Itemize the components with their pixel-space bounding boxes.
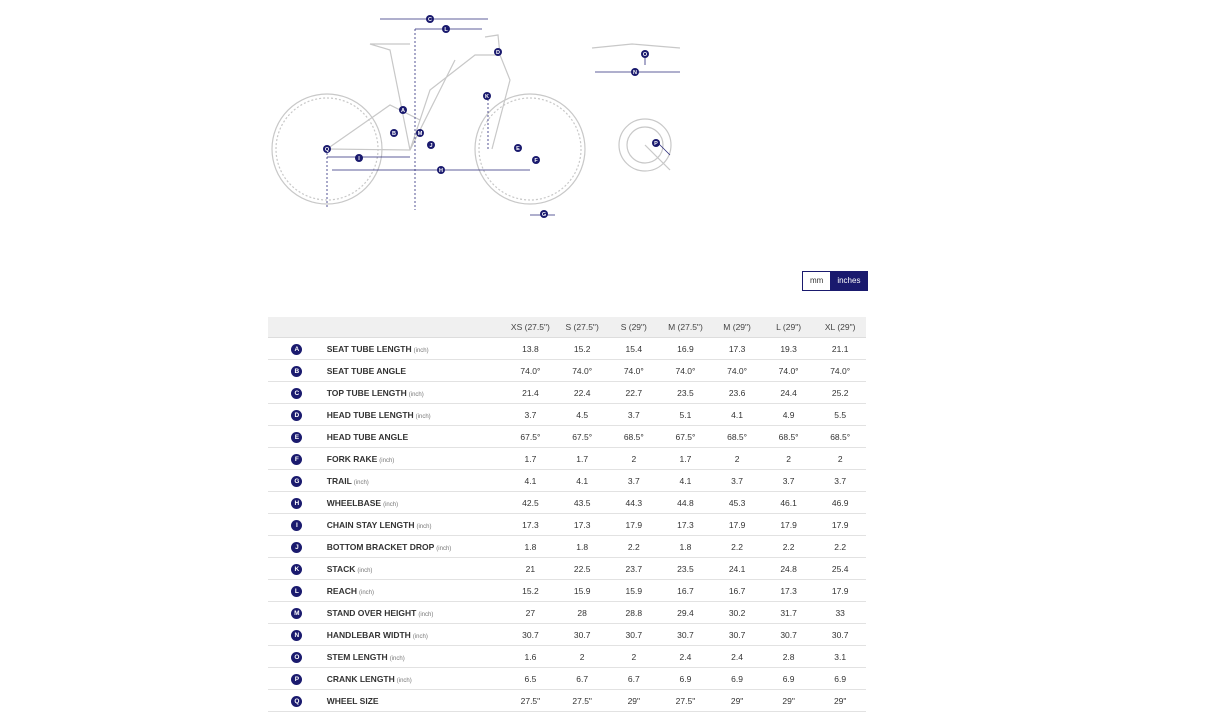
table-cell: 30.7 — [711, 624, 763, 646]
measurement-name-cell — [326, 382, 505, 404]
table-cell: 16.9 — [660, 338, 712, 360]
svg-text:C: C — [428, 17, 432, 23]
header-size: S (29") — [608, 317, 660, 338]
table-row — [268, 360, 866, 382]
row-letter-cell — [268, 426, 326, 448]
table-cell: 30.7 — [814, 624, 866, 646]
table-cell: 4.1 — [556, 470, 608, 492]
measurement-unit: (inch) — [359, 589, 375, 596]
table-cell: 68.5° — [608, 426, 660, 448]
diagram-label-i — [355, 154, 363, 162]
row-letter-cell — [268, 470, 326, 492]
table-row — [268, 690, 866, 712]
table-cell: 3.7 — [608, 404, 660, 426]
table-cell: 2.4 — [660, 646, 712, 668]
table-cell: 16.7 — [711, 580, 763, 602]
table-row — [268, 602, 866, 624]
table-cell: 1.8 — [556, 536, 608, 558]
measurement-unit: (inch) — [408, 391, 424, 398]
row-letter-cell — [268, 448, 326, 470]
row-letter-cell — [268, 338, 326, 360]
measurement-name-cell — [326, 624, 505, 646]
measurement-name-cell — [326, 602, 505, 624]
measurement-name: CHAIN STAY LENGTH — [326, 519, 415, 530]
table-cell: 16.7 — [660, 580, 712, 602]
measurement-unit: (inch) — [357, 567, 373, 574]
row-letter-badge: H — [291, 498, 302, 509]
table-cell: 29" — [814, 690, 866, 712]
table-cell: 2 — [763, 448, 815, 470]
table-row — [268, 536, 866, 558]
table-cell: 30.7 — [660, 624, 712, 646]
table-row — [268, 668, 866, 690]
table-cell: 6.9 — [711, 668, 763, 690]
table-cell: 67.5° — [505, 426, 557, 448]
table-cell: 6.7 — [608, 668, 660, 690]
header-size: M (29") — [711, 317, 763, 338]
row-letter-badge: G — [291, 476, 302, 487]
diagram-label-g — [540, 210, 548, 218]
table-cell: 2.2 — [608, 536, 660, 558]
table-cell: 29" — [763, 690, 815, 712]
bike-illustration — [260, 0, 700, 230]
header-size: XL (29") — [814, 317, 866, 338]
row-letter-badge: J — [291, 542, 302, 553]
table-row — [268, 382, 866, 404]
measurement-name-cell — [326, 580, 505, 602]
table-cell: 22.7 — [608, 382, 660, 404]
row-letter-cell — [268, 492, 326, 514]
table-cell: 2 — [711, 448, 763, 470]
table-cell: 21 — [505, 558, 557, 580]
row-letter-cell — [268, 360, 326, 382]
table-cell: 2 — [608, 448, 660, 470]
measurement-name: SEAT TUBE ANGLE — [326, 365, 407, 376]
table-cell: 6.5 — [505, 668, 557, 690]
table-cell: 29" — [711, 690, 763, 712]
table-cell: 44.8 — [660, 492, 712, 514]
table-cell: 74.0° — [763, 360, 815, 382]
row-letter-badge: D — [291, 410, 302, 421]
table-cell: 67.5° — [556, 426, 608, 448]
measurement-name: TOP TUBE LENGTH — [326, 387, 407, 398]
header-size: M (27.5") — [660, 317, 712, 338]
measurement-name: REACH — [326, 585, 357, 596]
table-cell: 5.5 — [814, 404, 866, 426]
table-cell: 23.5 — [660, 382, 712, 404]
header-measurement — [326, 317, 505, 338]
table-cell: 1.7 — [505, 448, 557, 470]
table-cell: 45.3 — [711, 492, 763, 514]
row-letter-cell — [268, 382, 326, 404]
table-cell: 1.8 — [660, 536, 712, 558]
table-cell: 17.3 — [711, 338, 763, 360]
table-cell: 15.9 — [608, 580, 660, 602]
table-cell: 74.0° — [505, 360, 557, 382]
measurement-name-cell — [326, 492, 505, 514]
table-cell: 1.7 — [556, 448, 608, 470]
unit-toggle — [802, 271, 868, 291]
row-letter-cell — [268, 668, 326, 690]
row-letter-cell — [268, 580, 326, 602]
table-cell: 17.9 — [814, 580, 866, 602]
table-row — [268, 514, 866, 536]
table-row — [268, 624, 866, 646]
svg-text:J: J — [429, 143, 433, 149]
table-row — [268, 646, 866, 668]
table-cell: 2 — [608, 646, 660, 668]
table-cell: 31.7 — [763, 602, 815, 624]
measurement-unit: (inch) — [436, 545, 452, 552]
diagram-label-d — [494, 48, 502, 56]
table-cell: 4.1 — [711, 404, 763, 426]
measurement-name: SEAT TUBE LENGTH — [326, 343, 412, 354]
table-cell: 25.4 — [814, 558, 866, 580]
table-row — [268, 448, 866, 470]
table-cell: 30.7 — [763, 624, 815, 646]
diagram-label-l — [442, 25, 450, 33]
table-cell: 6.9 — [814, 668, 866, 690]
measurement-name: HEAD TUBE ANGLE — [326, 431, 409, 442]
table-cell: 3.1 — [814, 646, 866, 668]
table-cell: 74.0° — [711, 360, 763, 382]
table-cell: 17.3 — [505, 514, 557, 536]
diagram-label-b — [390, 129, 398, 137]
table-cell: 74.0° — [814, 360, 866, 382]
measurement-unit: (inch) — [383, 501, 399, 508]
table-cell: 3.7 — [763, 470, 815, 492]
table-cell: 2.2 — [763, 536, 815, 558]
diagram-label-e — [514, 144, 522, 152]
svg-text:K: K — [485, 94, 489, 100]
svg-text:L: L — [444, 27, 448, 33]
measurement-name: BOTTOM BRACKET DROP — [326, 541, 435, 552]
table-cell: 74.0° — [556, 360, 608, 382]
table-cell: 17.9 — [711, 514, 763, 536]
geometry-table — [268, 317, 866, 712]
svg-text:G: G — [541, 212, 547, 218]
row-letter-badge: K — [291, 564, 302, 575]
table-cell: 46.1 — [763, 492, 815, 514]
measurement-name: HEAD TUBE LENGTH — [326, 409, 414, 420]
row-letter-badge: E — [291, 432, 302, 443]
table-cell: 6.9 — [660, 668, 712, 690]
measurement-unit: (inch) — [413, 347, 429, 354]
diagram-label-o — [641, 50, 649, 58]
row-letter-badge: O — [291, 652, 302, 663]
svg-text:M: M — [417, 131, 423, 137]
table-cell: 22.4 — [556, 382, 608, 404]
svg-text:A: A — [401, 108, 405, 114]
header-size: L (29") — [763, 317, 815, 338]
header-letter — [268, 317, 326, 338]
table-cell: 2 — [556, 646, 608, 668]
table-cell: 74.0° — [660, 360, 712, 382]
measurement-name: WHEELBASE — [326, 497, 382, 508]
svg-text:B: B — [392, 131, 396, 137]
row-letter-badge: B — [291, 366, 302, 377]
table-cell: 23.6 — [711, 382, 763, 404]
measurement-name-cell — [326, 536, 505, 558]
unit-mm-button[interactable]: mm — [810, 276, 824, 285]
table-cell: 43.5 — [556, 492, 608, 514]
row-letter-badge: F — [291, 454, 302, 465]
row-letter-cell — [268, 558, 326, 580]
diagram-label-a — [399, 106, 407, 114]
table-cell: 15.9 — [556, 580, 608, 602]
row-letter-cell — [268, 624, 326, 646]
diagram-label-n — [631, 68, 639, 76]
table-cell: 68.5° — [814, 426, 866, 448]
row-letter-cell — [268, 536, 326, 558]
measurement-name-cell — [326, 338, 505, 360]
svg-text:H: H — [439, 168, 443, 174]
table-cell: 27 — [505, 602, 557, 624]
table-cell: 27.5" — [556, 690, 608, 712]
row-letter-badge: N — [291, 630, 302, 641]
table-cell: 24.4 — [763, 382, 815, 404]
measurement-name: CRANK LENGTH — [326, 673, 395, 684]
table-cell: 33 — [814, 602, 866, 624]
measurement-name-cell — [326, 646, 505, 668]
table-cell: 4.1 — [660, 470, 712, 492]
measurement-name-cell — [326, 668, 505, 690]
table-cell: 2.4 — [711, 646, 763, 668]
table-cell: 74.0° — [608, 360, 660, 382]
table-cell: 13.8 — [505, 338, 557, 360]
table-cell: 2.2 — [711, 536, 763, 558]
diagram-label-h — [437, 166, 445, 174]
table-cell: 46.9 — [814, 492, 866, 514]
table-cell: 3.7 — [608, 470, 660, 492]
row-letter-cell — [268, 646, 326, 668]
measurement-name: HANDLEBAR WIDTH — [326, 629, 411, 640]
table-row — [268, 426, 866, 448]
table-cell: 15.2 — [505, 580, 557, 602]
table-cell: 17.9 — [814, 514, 866, 536]
table-cell: 2 — [814, 448, 866, 470]
table-row — [268, 404, 866, 426]
table-cell: 3.7 — [711, 470, 763, 492]
measurement-name-cell — [326, 470, 505, 492]
table-cell: 30.7 — [556, 624, 608, 646]
measurement-name-cell — [326, 514, 505, 536]
table-cell: 29.4 — [660, 602, 712, 624]
table-cell: 15.4 — [608, 338, 660, 360]
table-cell: 27.5" — [505, 690, 557, 712]
table-cell: 2.8 — [763, 646, 815, 668]
table-cell: 68.5° — [711, 426, 763, 448]
table-cell: 28 — [556, 602, 608, 624]
measurement-name-cell — [326, 360, 505, 382]
measurement-name: WHEEL SIZE — [326, 695, 379, 706]
diagram-label-j — [427, 141, 435, 149]
row-letter-badge: Q — [291, 696, 302, 707]
svg-text:N: N — [633, 70, 637, 76]
table-cell: 4.9 — [763, 404, 815, 426]
diagram-label-m — [416, 129, 424, 137]
row-letter-badge: P — [291, 674, 302, 685]
table-header-row — [268, 317, 866, 338]
table-row — [268, 470, 866, 492]
measurement-unit: (inch) — [412, 633, 428, 640]
row-letter-cell — [268, 602, 326, 624]
row-letter-badge: A — [291, 344, 302, 355]
table-cell: 30.2 — [711, 602, 763, 624]
row-letter-badge: M — [291, 608, 302, 619]
svg-text:E: E — [516, 146, 520, 152]
measurement-name: STACK — [326, 563, 356, 574]
table-row — [268, 492, 866, 514]
geometry-table-body — [268, 338, 866, 712]
svg-text:I: I — [358, 156, 360, 162]
measurement-name: FORK RAKE — [326, 453, 378, 464]
table-cell: 4.5 — [556, 404, 608, 426]
table-cell: 23.5 — [660, 558, 712, 580]
table-cell: 6.7 — [556, 668, 608, 690]
measurement-unit: (inch) — [415, 413, 431, 420]
measurement-name: TRAIL — [326, 475, 352, 486]
unit-inches-button[interactable]: inches — [830, 272, 867, 290]
table-cell: 1.6 — [505, 646, 557, 668]
measurement-name: STEM LENGTH — [326, 651, 388, 662]
row-letter-badge: L — [291, 586, 302, 597]
measurement-name-cell — [326, 690, 505, 712]
row-letter-cell — [268, 690, 326, 712]
table-cell: 24.8 — [763, 558, 815, 580]
measurement-name: STAND OVER HEIGHT — [326, 607, 417, 618]
table-cell: 29" — [608, 690, 660, 712]
table-row — [268, 558, 866, 580]
measurement-name-cell — [326, 448, 505, 470]
table-cell: 1.8 — [505, 536, 557, 558]
svg-text:P: P — [654, 141, 658, 147]
table-cell: 3.7 — [814, 470, 866, 492]
table-cell: 4.1 — [505, 470, 557, 492]
table-cell: 17.3 — [556, 514, 608, 536]
table-cell: 21.4 — [505, 382, 557, 404]
svg-text:Q: Q — [324, 147, 330, 153]
svg-text:O: O — [642, 52, 648, 58]
svg-text:F: F — [534, 158, 538, 164]
table-cell: 17.3 — [763, 580, 815, 602]
table-cell: 21.1 — [814, 338, 866, 360]
row-letter-badge: C — [291, 388, 302, 399]
measurement-unit: (inch) — [353, 479, 369, 486]
table-cell: 25.2 — [814, 382, 866, 404]
table-cell: 27.5" — [660, 690, 712, 712]
table-cell: 3.7 — [505, 404, 557, 426]
measurement-unit: (inch) — [389, 655, 405, 662]
diagram-label-f — [532, 156, 540, 164]
table-cell: 44.3 — [608, 492, 660, 514]
table-cell: 28.8 — [608, 602, 660, 624]
diagram-label-c — [426, 15, 434, 23]
table-cell: 42.5 — [505, 492, 557, 514]
row-letter-cell — [268, 404, 326, 426]
measurement-name-cell — [326, 426, 505, 448]
table-cell: 22.5 — [556, 558, 608, 580]
table-cell: 17.3 — [660, 514, 712, 536]
bike-geometry-diagram — [260, 0, 700, 230]
header-size: S (27.5") — [556, 317, 608, 338]
row-letter-cell — [268, 514, 326, 536]
table-cell: 17.9 — [763, 514, 815, 536]
table-cell: 6.9 — [763, 668, 815, 690]
table-cell: 17.9 — [608, 514, 660, 536]
table-cell: 30.7 — [505, 624, 557, 646]
table-cell: 23.7 — [608, 558, 660, 580]
table-cell: 15.2 — [556, 338, 608, 360]
table-cell: 30.7 — [608, 624, 660, 646]
measurement-unit: (inch) — [416, 523, 432, 530]
svg-text:D: D — [496, 50, 500, 56]
measurement-unit: (inch) — [379, 457, 395, 464]
diagram-label-k — [483, 92, 491, 100]
table-cell: 1.7 — [660, 448, 712, 470]
header-size: XS (27.5") — [505, 317, 557, 338]
measurement-name-cell — [326, 404, 505, 426]
row-letter-badge: I — [291, 520, 302, 531]
measurement-unit: (inch) — [418, 611, 434, 618]
diagram-label-q — [323, 145, 331, 153]
table-cell: 2.2 — [814, 536, 866, 558]
table-cell: 68.5° — [763, 426, 815, 448]
table-row — [268, 580, 866, 602]
table-cell: 19.3 — [763, 338, 815, 360]
table-cell: 5.1 — [660, 404, 712, 426]
table-row — [268, 338, 866, 360]
table-cell: 67.5° — [660, 426, 712, 448]
table-cell: 24.1 — [711, 558, 763, 580]
measurement-unit: (inch) — [396, 677, 412, 684]
measurement-name-cell — [326, 558, 505, 580]
diagram-label-p — [652, 139, 660, 147]
